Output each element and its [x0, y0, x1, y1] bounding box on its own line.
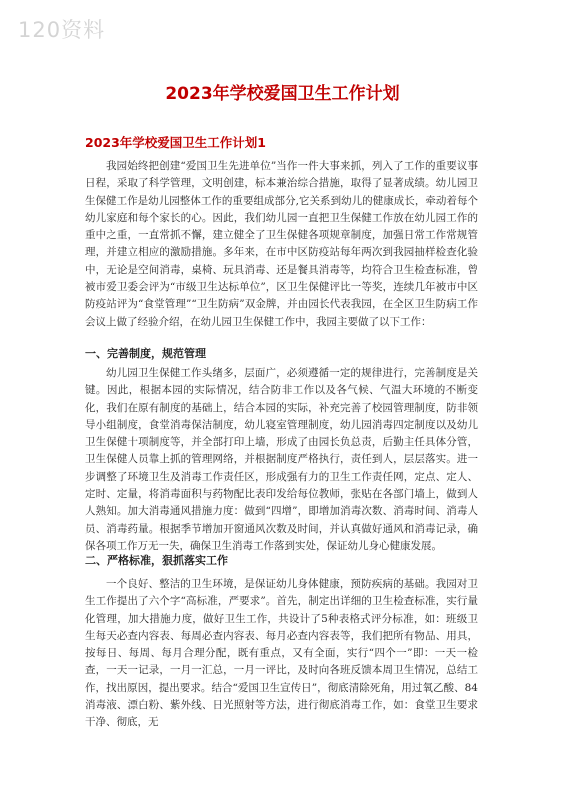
watermark: 120资料 — [18, 18, 106, 42]
heading-strict-standards: 二、严格标准，狠抓落实工作 — [85, 554, 228, 567]
intro-paragraph: 我园始终把创建“爱国卫生先进单位”当作一件大事来抓，列入了工作的重要议事日程，采取了科学管理，文明创建，标本兼治综合措施，取得了显著成绩。幼儿园卫生保健工作是幼儿园整体工作的重要组成部分,它关系到幼儿的健康成长，牵动着每个幼儿家庭和每个家长的心。因此，我们幼儿园一直把卫生保健工作放在幼儿园工作的重中之重，一直常抓不懈，建立健全了卫生保健各项规章制度，加强日常工作常规管理，并建立相应的激励措施。多年来，在市中区防疫站每年两次到我园抽样检查化验中，无论是空间消毒，桌椅、玩具消毒、还是餐具消毒等，均符合卫生检查标准，曾被市爱卫委会评为“市级卫生达标单位”，区卫生保健评比一等奖，连续几年被市中区防疫站评为“食堂管理”“卫生防病”双金牌，并由园长代表我园，在全区卫生防病工作会议上做了经验介绍，在幼儿园卫生保健工作中，我园主要做了以下工作： — [85, 160, 478, 328]
document-title: 2023年学校爱国卫生工作计划 — [165, 84, 400, 104]
heading-improve-system: 一、完善制度，规范管理 — [85, 347, 206, 360]
section-title: 2023年学校爱国卫生工作计划1 — [85, 135, 266, 150]
paragraph-improve-system: 幼儿园卫生保健工作头绪多，层面广，必须遵循一定的规律进行，完善制度是关键。因此，根据本园的实际情况，结合防非工作以及各气候、气温大环境的不断变化，我们在原有制度的基础上，结合本园的实际，补充完善了校园管理制度，防非领导小组制度，食堂消毒保洁制度，幼儿寝室管理制度，幼儿园消毒四定制度以及幼儿卫生保健十项制度等，并全部打印上墙，形成了由园长负总责，后勤主任具体分管，卫生保健人员靠上抓的管理网络，并根据制度严格执行，责任到人，层层落实。进一步调整了环境卫生及消毒工作责任区，形成强有力的卫生工作责任网，定点、定人、定时、定量，将消毒面积与药物配比表印发给每位教师，张贴在各部门墙上，做到人人熟知。加大消毒通风措施力度：做到“四增”，即增加消毒次数、消毒时间、消毒人员、消毒药量。根据季节增加开窗通风次数及时间，并认真做好通风和消毒记录，确保各项工作万无一失，确保卫生消毒工作落到实处，保证幼儿身心健康发展。 — [85, 367, 478, 552]
paragraph-strict-standards: 一个良好、整洁的卫生环境，是保证幼儿身体健康，预防疾病的基础。我园对卫生工作提出了六个字“高标准，严要求”。首先，制定出详细的卫生检查标准，实行量化管理，加大措施力度，做好卫生工作，共设计了5种表格式评分标准，如：班级卫生每天必查内容表、每周必查内容表、每月必查内容表等，我们把所有物品、用具，按每日、每周、每月合理分配，既有重点，又有全面，实行“四个一”即：一天一检查，一天一记录，一月一汇总，一月一评比，及时向各班反馈本周卫生情况，总结工作，找出原因，提出要求。结合“爱国卫生宣传日”，彻底清除死角，用过氧乙酸、84消毒液、漂白粉、紫外线、日光照射等方法，进行彻底消毒工作，如：食堂卫生要求干净、彻底，无 — [85, 578, 478, 729]
